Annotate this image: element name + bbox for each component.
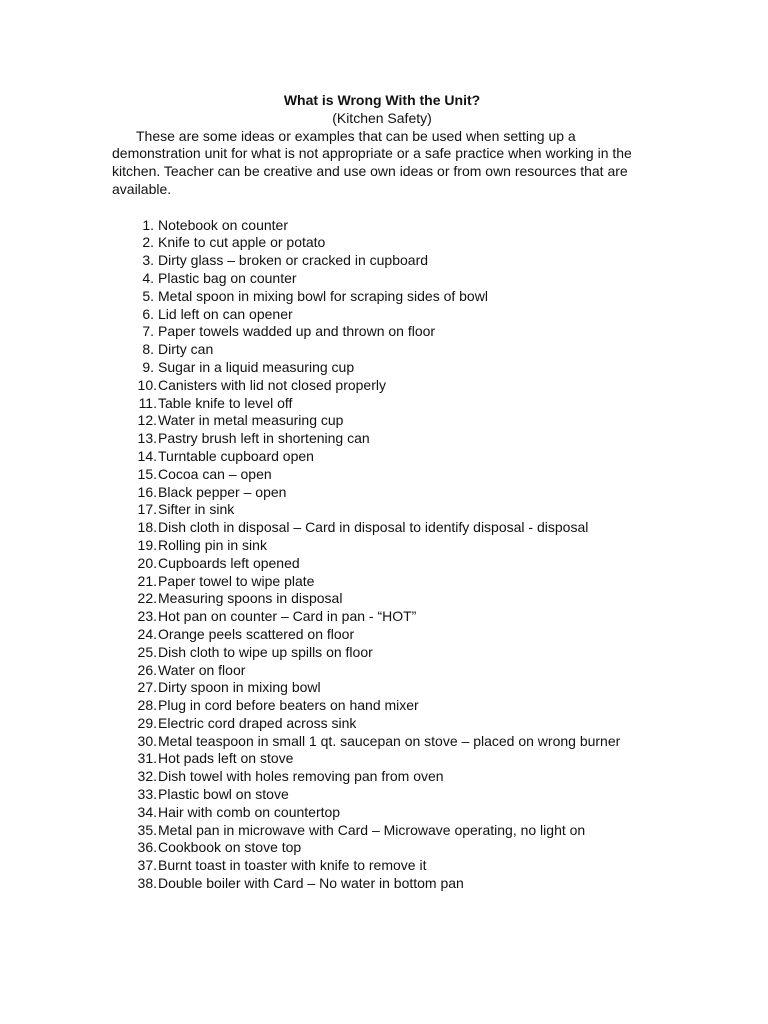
list-item-number: 4. [142,269,154,286]
list-item-text: Burnt toast in toaster with knife to remove it [158,857,427,874]
list-item-number: 9. [142,358,154,375]
list-item-text: Electric cord draped across sink [158,714,357,731]
list-item-number: 13. [137,430,157,447]
list-item-text: Paper towels wadded up and thrown on floor [158,323,436,340]
list-item-number: 32. [137,768,157,785]
list-item [112,377,652,395]
list-item-number: 23. [137,608,157,625]
list-item [112,750,652,768]
list-item-number: 26. [137,661,157,678]
list-item [112,359,652,377]
list-item [112,288,652,306]
list-item [112,679,652,697]
list-item [112,252,652,270]
list-item-number: 12. [137,412,157,429]
list-item-text: Cookbook on stove top [158,839,302,856]
list-item [112,733,652,751]
list-item-text: Hair with comb on countertop [158,803,341,820]
list-item [112,839,652,857]
list-item-text: Sifter in sink [158,501,235,518]
list-item-text: Paper towel to wipe plate [158,572,315,589]
list-item-text: Hot pan on counter – Card in pan - “HOT” [158,608,417,625]
intro-paragraph: These are some ideas or examples that can be used when setting up a demonstration unit for what is not appropriate or a safe practice when working in the kitchen. Teacher can be creative and use own ideas or from own resources that are available. [112,127,632,197]
list-item [112,857,652,875]
list-item-number: 14. [137,447,157,464]
list-item [112,804,652,822]
list-item-number: 11. [138,394,157,411]
list-item-number: 20. [137,554,157,571]
list-item [112,715,652,733]
list-item [112,306,652,324]
list-item [112,501,652,519]
list-item-number: 34. [137,803,157,820]
list-item-number: 30. [137,732,157,749]
list-item [112,786,652,804]
list-item-number: 16. [137,483,157,500]
list-item-text: Dirty spoon in mixing bowl [158,679,321,696]
list-item [112,644,652,662]
list-item-text: Lid left on can opener [158,305,293,322]
list-item-text: Knife to cut apple or potato [158,234,326,251]
list-item-text: Dish towel with holes removing pan from oven [158,768,444,785]
list-item [112,270,652,288]
list-item [112,341,652,359]
list-item-number: 29. [137,714,157,731]
list-item-text: Table knife to level off [158,394,293,411]
list-item-text: Metal spoon in mixing bowl for scraping sides of bowl [158,287,488,304]
list-item-number: 5. [142,287,154,304]
list-item [112,626,652,644]
list-item [112,234,652,252]
list-item [112,662,652,680]
list-item [112,412,652,430]
list-item-text: Sugar in a liquid measuring cup [158,358,355,375]
list-item-text: Canisters with lid not closed properly [158,376,386,393]
document-page [112,92,652,893]
list-item-text: Black pepper – open [158,483,287,500]
list-item-text: Water in metal measuring cup [158,412,344,429]
list-item-text: Metal pan in microwave with Card – Microwave operating, no light on [158,821,586,838]
list-item-text: Notebook on counter [158,216,288,233]
list-item-number: 10. [137,376,157,393]
list-item-number: 7. [142,323,154,340]
list-item [112,590,652,608]
list-item [112,537,652,555]
list-item-text: Rolling pin in sink [158,536,267,553]
list-item [112,573,652,591]
list-item-text: Measuring spoons in disposal [158,590,343,607]
list-item-text: Plastic bowl on stove [158,786,289,803]
list-item-number: 36. [137,839,157,856]
list-item [112,484,652,502]
list-item [112,608,652,626]
list-item-number: 38. [137,875,157,892]
list-item [112,768,652,786]
list-item-text: Dish cloth to wipe up spills on floor [158,643,373,660]
list-item-text: Water on floor [158,661,246,678]
list-item [112,430,652,448]
list-item-text: Metal teaspoon in small 1 qt. saucepan on stove – placed on wrong burner [158,732,621,749]
list-item-text: Hot pads left on stove [158,750,294,767]
list-item [112,822,652,840]
list-item-number: 21. [137,572,157,589]
list-item-number: 3. [142,252,154,269]
list-item [112,555,652,573]
list-item-text: Dirty can [158,341,214,358]
list-item-number: 27. [137,679,157,696]
list-item [112,875,652,893]
list-item-number: 31. [137,750,157,767]
list-item-text: Pastry brush left in shortening can [158,430,370,447]
list-item [112,395,652,413]
document-subtitle: (Kitchen Safety) [332,109,432,126]
list-item-number: 25. [137,643,157,660]
list-item-number: 33. [137,786,157,803]
list-item-text: Plug in cord before beaters on hand mixer [158,697,419,714]
list-item [112,323,652,341]
list-item-number: 17. [137,501,157,518]
list-item-number: 24. [137,625,157,642]
list-item-text: Dirty glass – broken or cracked in cupboard [158,252,429,269]
list-item [112,519,652,537]
list-item [112,217,652,235]
list-item-text: Cupboards left opened [158,554,300,571]
list-item-number: 28. [137,697,157,714]
list-item-text: Cocoa can – open [158,465,272,482]
list-item-number: 22. [137,590,157,607]
list-item-number: 6. [142,305,154,322]
list-item [112,448,652,466]
list-item-text: Dish cloth in disposal – Card in disposal to identify disposal - disposal [158,519,589,536]
list-item-number: 15. [137,465,157,482]
list-item-text: Double boiler with Card – No water in bottom pan [158,875,464,892]
list-item-number: 37. [137,857,157,874]
list-item [112,466,652,484]
list-item-number: 35. [137,821,157,838]
document-title: What is Wrong With the Unit? [283,92,481,108]
list-item-text: Orange peels scattered on floor [158,625,355,642]
list-item-text: Turntable cupboard open [158,447,314,464]
list-item-number: 2. [142,234,154,251]
list-item-number: 1. [142,216,154,233]
list-item-number: 18. [137,519,157,536]
list-item-text: Plastic bag on counter [158,269,297,286]
list-item-number: 8. [142,341,154,358]
numbered-list [112,217,652,893]
list-item-number: 19. [137,536,157,553]
list-item [112,697,652,715]
